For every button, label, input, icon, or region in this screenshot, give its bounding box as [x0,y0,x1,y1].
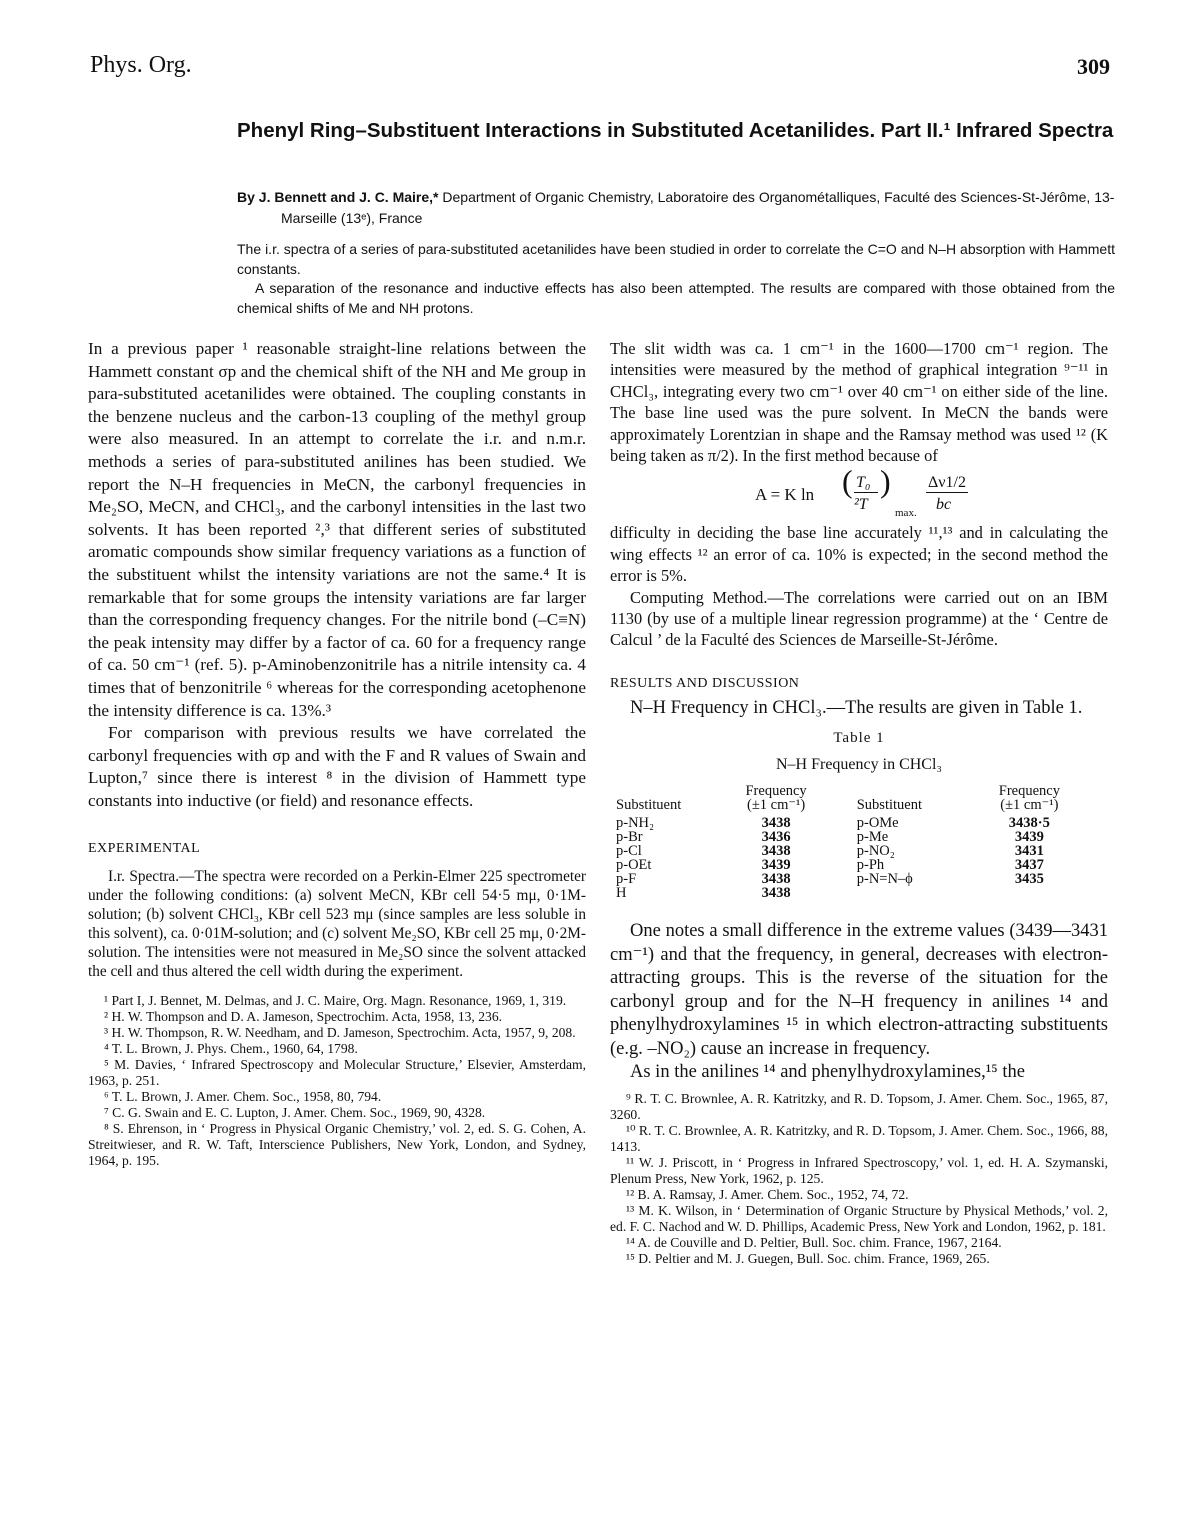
table-caption: Table 1 [833,729,885,746]
table-cell: p-OEt [616,857,652,874]
footnote: ¹⁵ D. Peltier and M. J. Guegen, Bull. Soc. chim. France, 1969, 265. [626,1250,990,1266]
table-header [723,784,828,816]
experimental-paragraph: I.r. Spectra.—The spectra were recorded on a Perkin-Elmer 225 spectrometer under the following conditions: (a) solvent MeCN, KBr cell 54·5 mμ, 0·1M-solution; (b) solvent CHCl₃, KBr cell 523 mμ (since samples are less soluble in this solvent), ca. 0·01M-solution; and (c) solvent Me₂SO, KBr cell 25 mμ, 0·2M-solution. The intensities were not measured in Me₂SO since the solvent attacked the cell and thus altered the cell width during the experiment. [88,868,586,981]
author-names: By J. Bennett and J. C. Maire,* [237,189,439,205]
equation-paren-right: ) [880,463,891,500]
equation [610,463,1108,520]
table-cell: p-Me [856,829,889,846]
equation-frac-bar [926,492,968,493]
footnote: ³ H. W. Thompson, R. W. Needham, and D. Jameson, Spectrochim. Acta, 1957, 9, 208. [104,1025,576,1041]
table-cell: p-Br [616,829,643,846]
table-cell: p-Ph [856,857,885,874]
table-cell: 3438 [761,843,791,860]
table-row [612,844,1082,858]
table-cell: 3437 [1014,857,1044,874]
table-row [612,858,1082,872]
table-cell: p-NO₂ [856,843,895,860]
table-header-freq: Frequency [998,783,1060,800]
footnote: ⁴ T. L. Brown, J. Phys. Chem., 1960, 64, 1798. [104,1041,358,1057]
results-paragraph-3: As in the anilines ¹⁴ and phenylhydroxylamines,¹⁵ the [630,1062,1025,1083]
footnote: ⁵ M. Davies, ‘ Infrared Spectroscopy and Molecular Structure,’ Elsevier, Amsterdam, 1963, p. 251. [88,1057,586,1089]
intro-paragraph-2: For comparison with previous results we have correlated the carbonyl frequencies with σp and with the F and R values of Swain and Lupton,⁷ since there is interest ⁸ in the division of Hammett type constants into inductive (or field) and resonance effects. [88,723,586,810]
table-cell: 3436 [761,829,791,846]
table-cell: 3438 [761,815,791,832]
table-cell: 3439 [1014,829,1044,846]
table-cell: p-N=N–ϕ [856,871,913,888]
left-column [88,338,586,1169]
table-cell: p-NH₂ [616,815,655,832]
equation-paren-left: ( [842,463,853,500]
methods-paragraph-1: The slit width was ca. 1 cm⁻¹ in the 1600—1700 cm⁻¹ region. The intensities were measured by the method of graphical integration ⁹⁻¹¹ in CHCl₃, integrating every two cm⁻¹ over 40 cm⁻¹ on either side of the line. The base line used was the pure solvent. In MeCN the bands were approximately Lorentzian in shape and the Ramsay method was used ¹² (K being taken as π/2). In the first method because of [610,339,1108,466]
author-block [237,187,1161,229]
table-cell: 3435 [1014,871,1044,888]
table-cell [977,886,1082,900]
table-header-unit: (±1 cm⁻¹) [1000,797,1059,814]
footnotes-left [88,993,586,1169]
table-subcaption: N–H Frequency in CHCl₃ [775,755,942,773]
results-paragraph-2: One notes a small difference in the extreme values (3439—3431 cm⁻¹) and that the frequency, in general, decreases with electron-attracting groups. This is the reverse of the situation for the carbonyl group and for the N–H frequency in anilines ¹⁴ and phenylhydroxylamines ¹⁵ in which electron-attracting substituents (e.g. –NO₂) cause an increase in frequency. [610,921,1108,1059]
equation-bar [854,492,878,493]
equation-sub: max. [895,507,917,520]
table-cell: 3438 [761,885,791,902]
table-row [612,830,1082,844]
equation-frac-num: Δν1/2 [928,474,966,492]
abstract [237,240,1115,318]
footnote: ⁶ T. L. Brown, J. Amer. Chem. Soc., 1958, 80, 794. [104,1089,382,1105]
table-row [612,872,1082,886]
table-cell: p-OMe [856,815,899,832]
equation-num: T₀ [856,474,871,492]
results-heading: RESULTS AND DISCUSSION [610,675,800,691]
table-header [977,784,1082,816]
footnote: ⁹ R. T. C. Brownlee, A. R. Katritzky, and R. D. Topsom, J. Amer. Chem. Soc., 1965, 87, 3260. [610,1090,1108,1122]
table-cell: p-F [616,871,637,888]
table-cell: 3438 [761,871,791,888]
footnote: ¹⁴ A. de Couville and D. Peltier, Bull. Soc. chim. France, 1967, 2164. [626,1234,1002,1250]
equation-den: ²T [854,496,868,514]
table-cell: 3439 [761,857,791,874]
table-cell: H [616,885,627,902]
journal-header: Phys. Org. [90,52,192,78]
table-cell: 3431 [1014,843,1044,860]
author-affiliation: Department of Organic Chemistry, Laboratoire des Organométalliques, Faculté des Sciences-St-Jérôme, 13-Marseille (13ᵉ), France [281,189,1115,226]
computing-paragraph: Computing Method.—The correlations were carried out on an IBM 1130 (by use of a multiple linear regression programme) at the ‘ Centre de Calcul ’ de la Faculté des Sciences de Marseille-St-Jérôme. [610,587,1108,650]
table-header: Substituent [616,797,682,814]
table-cell: p-Cl [616,843,642,860]
table-row [612,886,1082,900]
page-number: 309 [1077,54,1110,79]
footnote: ⁸ S. Ehrenson, in ‘ Progress in Physical Organic Chemistry,’ vol. 2, ed. S. G. Cohen, A. Streitwieser, and R. W. Taft, Interscience Publishers, New York, London, and Sydney, 1964, p. 195. [88,1121,586,1169]
footnote: ⁷ C. G. Swain and E. C. Lupton, J. Amer. Chem. Soc., 1969, 90, 4328. [104,1105,486,1121]
right-column [610,338,1108,1267]
table-header-freq: Frequency [745,783,807,800]
footnote: ² H. W. Thompson and D. A. Jameson, Spectrochim. Acta, 1958, 13, 236. [104,1009,503,1025]
footnote: ¹³ M. K. Wilson, in ‘ Determination of Organic Structure by Physical Methods,’ vol. 2, ed. F. C. Nachod and W. D. Phillips, Academic Press, New York and London, 1962, p. 181. [610,1202,1108,1234]
table-cell: 3438·5 [1008,815,1050,832]
footnote: ¹² B. A. Ramsay, J. Amer. Chem. Soc., 1952, 74, 72. [626,1186,909,1202]
methods-paragraph-2: difficulty in deciding the base line accurately ¹¹,¹³ and in calculating the wing effects ¹² an error of ca. 10% is expected; in the second method the error is 5%. [610,523,1108,586]
article-title: Phenyl Ring–Substituent Interactions in Substituted Acetanilides. Part II.¹ Infrared Spectra [237,119,1114,142]
table-row [612,816,1082,830]
footnote: ¹ Part I, J. Bennet, M. Delmas, and J. C. Maire, Org. Magn. Resonance, 1969, 1, 319. [104,993,567,1009]
footnote: ¹⁰ R. T. C. Brownlee, A. R. Katritzky, and R. D. Topsom, J. Amer. Chem. Soc., 1966, 88, 1413. [610,1122,1108,1154]
table-header: Substituent [856,797,922,814]
footnote: ¹¹ W. J. Priscott, in ‘ Progress in Infrared Spectroscopy,’ vol. 1, ed. H. A. Szymanski, Plenum Press, New York, 1962, p. 125. [610,1154,1108,1186]
footnotes-right [610,1091,1108,1267]
table-header-unit: (±1 cm⁻¹) [746,797,806,814]
table-cell [829,886,977,900]
abstract-para-1: The i.r. spectra of a series of para-substituted acetanilides have been studied in order to correlate the C=O and N–H absorption with Hammett constants. [237,241,1115,277]
table-header-row [612,784,1082,816]
nh-frequency-table [612,784,1082,900]
equation-frac-den: bc [936,496,952,514]
equation-lhs: A = K ln [755,485,815,505]
abstract-para-2: A separation of the resonance and inductive effects has also been attempted. The results are compared with those obtained from the chemical shifts of Me and NH protons. [237,280,1115,316]
experimental-heading: EXPERIMENTAL [88,841,201,857]
intro-paragraph-1: In a previous paper ¹ reasonable straight-line relations between the Hammett constant σp and the chemical shift of the NH and Me group in para-substituted acetanilides were obtained. The coupling constants in the benzene nucleus and the carbon-13 coupling of the methyl group were also measured. In an attempt to correlate the i.r. and n.m.r. methods a series of para-substituted anilines has been studied. We report the N–H frequencies in MeCN, the carbonyl frequencies in Me₂SO, MeCN, and CHCl₃, and the carbonyl intensities in the last two solvents. It has been reported ²,³ that different series of substituted aromatic compounds show similar frequency variations as a function of the substituent whilst the intensity variations are not the same.⁴ It is remarkable that for some groups the intensity variations are far larger than the corresponding frequency changes. For the nitrile bond (–C≡N) the peak intensity may differ by a factor of ca. 60 for a frequency range of ca. 50 cm⁻¹ (ref. 5). p-Aminobenzonitrile has a nitrile intensity ca. 4 times that of benzonitrile ⁶ whereas for the corresponding acetophenone the intensity difference is ca. 13%.³ [88,339,586,720]
results-paragraph-1: N–H Frequency in CHCl₃.—The results are given in Table 1. [630,698,1083,719]
